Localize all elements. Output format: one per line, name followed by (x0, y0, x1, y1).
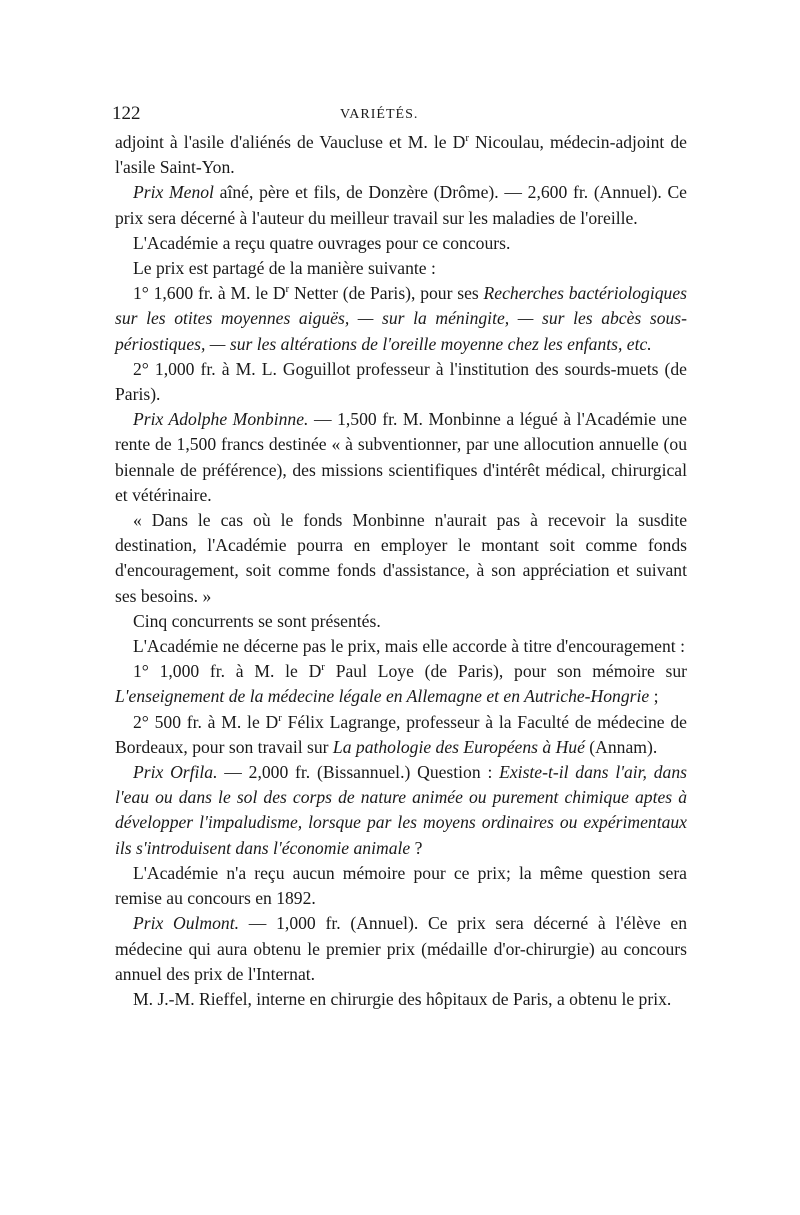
paragraph (115, 609, 687, 634)
text-run: ? (410, 837, 423, 858)
text-run: — 2,000 fr. (Bissannuel.) Question : (217, 762, 500, 783)
superscript: r (465, 132, 469, 145)
superscript: r (285, 283, 290, 296)
paragraph (115, 281, 687, 357)
italic-text: Prix Menol (133, 182, 214, 203)
text-run: — 1,500 fr. M. Monbinne a légué à l'Académie une rente de 1,500 francs destinée « à subventionner, par une allocution annuelle (ou biennale de préférence), des missions scientifiques d'intérêt médical, chirurgical et vétérinaire. (115, 409, 687, 505)
italic-text: Prix Oulmont. (133, 913, 240, 934)
paragraph (115, 130, 687, 180)
text-run: (Annam). (584, 736, 658, 757)
text-run: Cinq concurrents se sont présentés. (133, 610, 381, 631)
superscript: r (321, 661, 325, 674)
paragraph (115, 710, 687, 760)
text-run: ; (649, 686, 659, 707)
italic-text: Prix Orfila. (133, 762, 218, 783)
paragraph (115, 407, 687, 508)
text-run: — 1,000 fr. (Annuel). Ce prix sera décerné à l'élève en médecine qui aura obtenu le premier prix (médaille d'or-chirurgie) au concours annuel des prix de l'Internat. (115, 913, 687, 984)
text-run: 2° 500 fr. à M. le D (133, 711, 279, 732)
text-run: M. J.-M. Rieffel, interne en chirurgie des hôpitaux de Paris, a obtenu le prix. (133, 988, 672, 1009)
paragraph (115, 508, 687, 609)
text-run: Le prix est partagé de la manière suivante : (133, 258, 436, 279)
italic-text: L'enseignement de la médecine légale en Allemagne et en Autriche-Hongrie (115, 686, 650, 707)
text-run: L'Académie ne décerne pas le prix, mais elle accorde à titre d'encouragement : (133, 636, 685, 657)
text-run: L'Académie n'a reçu aucun mémoire pour ce prix; la même question sera remise au concours en 1892. (115, 862, 687, 909)
italic-text: Existe-t-il dans l'air, dans l'eau ou dans le sol des corps de nature animée ou purement chimique aptes à développer l'impaludisme, lorsque par les moyens ordinaires ou expérimentaux ils s'introduisent dans l'économie animale (115, 762, 687, 858)
paragraph (115, 911, 687, 987)
paragraph (115, 760, 687, 861)
paragraph (115, 634, 687, 659)
page-header (112, 103, 710, 127)
text-run: 1° 1,000 fr. à M. le D (133, 661, 322, 682)
text-run: Netter (de Paris), pour ses (289, 283, 484, 304)
page-number: 122 (112, 103, 141, 124)
text-run: « Dans le cas où le fonds Monbinne n'aurait pas à recevoir la susdite destination, l'Académie pourra en employer le montant soit comme fonds d'encouragement, soit comme fonds d'assistance, à son appréciation et suivant ses besoins. » (115, 510, 687, 606)
paragraph (115, 180, 687, 230)
text-run: 1° 1,600 fr. à M. le D (133, 283, 286, 304)
italic-text: Prix Adolphe Monbinne. (133, 409, 309, 430)
running-title: VARIÉTÉS. (340, 107, 419, 122)
text-run: 2° 1,000 fr. à M. L. Goguillot professeur à l'institution des sourds-muets (de Paris). (115, 358, 687, 405)
italic-text: La pathologie des Européens à Hué (332, 736, 585, 757)
text-run: aîné, père et fils, de Donzère (Drôme). — 2,600 fr. (Annuel). Ce prix sera décerné à l'auteur du meilleur travail sur les maladies de l'oreille. (115, 182, 687, 228)
superscript: r (278, 711, 282, 724)
italic-text: Recherches bactériologiques sur les otites moyennes aiguës, — sur la méningite, — sur les abcès sous-périostiques, — sur les altérations de l'oreille moyenne chez les enfants, etc. (115, 283, 687, 354)
paragraph (115, 659, 687, 709)
text-run: Paul Loye (de Paris), pour son mémoire sur (324, 661, 687, 682)
text-run: L'Académie a reçu quatre ouvrages pour ce concours. (133, 232, 511, 253)
text-run: adjoint à l'asile d'aliénés de Vaucluse et M. le D (115, 132, 466, 152)
paragraph (115, 256, 687, 281)
paragraph (115, 861, 687, 911)
text-run: Félix Lagrange, professeur à la Faculté de médecine de Bordeaux, pour son travail sur (115, 711, 687, 757)
body-text (115, 130, 687, 1012)
text-run: Nicoulau, médecin-adjoint de l'asile Saint-Yon. (115, 132, 687, 178)
paragraph (115, 987, 687, 1012)
paragraph (115, 357, 687, 407)
paragraph (115, 231, 687, 256)
